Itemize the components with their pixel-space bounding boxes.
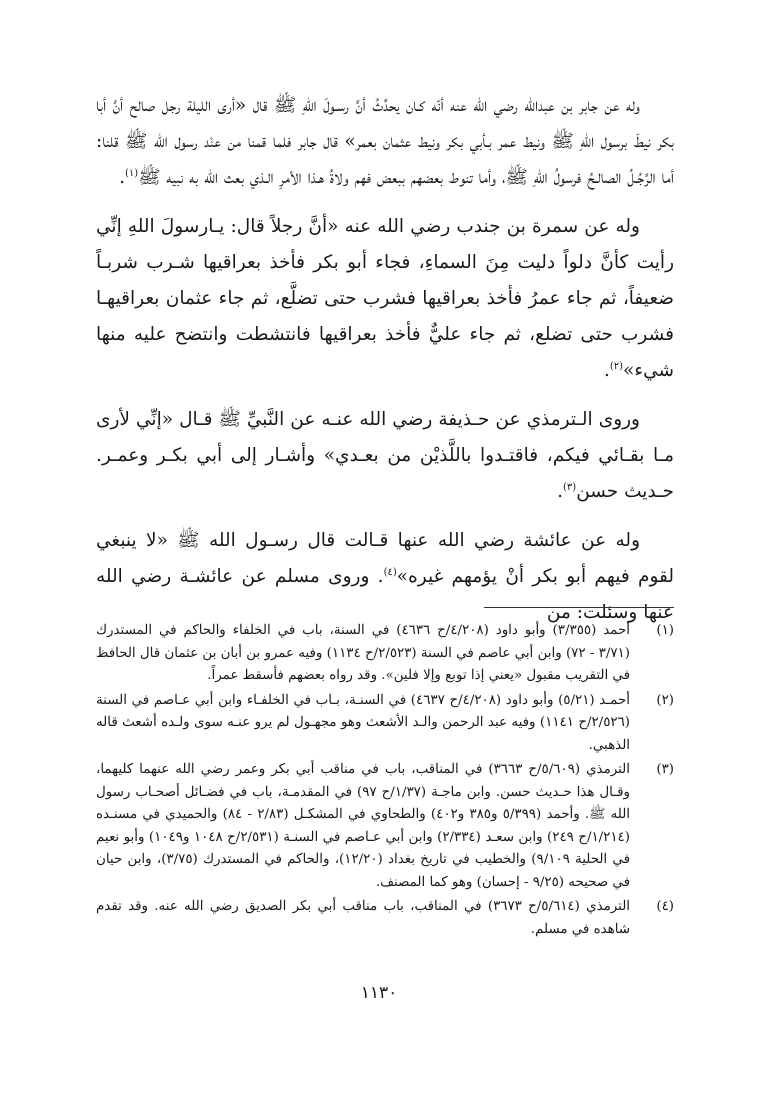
paragraph-1-text: وله عن جابر بن عبدالله رضي الله عنه أنّه كـان يحدِّثُ أنَّ رسـولَ اللهِ ﷺ قال «أرى الليلة رجل صالح أنَّ أبا بكر نيطَ برسول اللهِ ﷺ ونيط عمر بـأبي بكر ونيط عثمان بعمر» قال جابر فلما قمنا من عنْد رسول الله ﷺ قلنا: أما الرَّجُـلُ الصالـحُ فرسولُ اللهِ ﷺ، وأما تنوط بعضهم ببعض فهم ولاةُ هـذا الأمرِ الـذي بعث الله به نبيه ﷺ bbox=[96, 95, 674, 188]
main-text bbox=[96, 88, 674, 644]
footnote-text: أحمـد (٥/٢١) وأبو داود (٤/٢٠٨/ح ٤٦٣٧) في السنـة، بـاب في الخلفـاء وابن أبي عـاصم في السنة (٢/٥٢٦/ح ١١٤١) وفيه عبد الرحمن والـد الأشعث وهو مجهـول لم يرو عنـه سوى ولـده أشعث قاله الذهبي. bbox=[96, 692, 630, 753]
paragraph-4-tail: . وروى مسلم عن عائشـة رضي الله عنها وسئلت: من bbox=[96, 566, 674, 623]
paragraph-3 bbox=[96, 402, 674, 510]
paragraph-3-text: وروى الـترمذي عن حـذيفة رضي الله عنـه عن النَّبيِّ ﷺ قـال «إنِّي لأرى مـا بقـائي فيكم، فاقتـدوا باللَّذيْن من بعـدي» وأشـار إلى أبي بكـر وعمـر. حـديث حسن bbox=[96, 409, 674, 502]
footnote-number: (٣) bbox=[656, 762, 674, 777]
footnote-ref-2: (٢) bbox=[609, 360, 624, 372]
paragraph-2-tail: . bbox=[603, 360, 610, 381]
footnote-text: الترمذي (٥/٦٠٩/ح ٣٦٦٣) في المناقب، باب في مناقب أبي بكر وعمر رضي الله عنهما كليهما، وقـال هذا حـديث حسن. وابن ماجـة (١/٣٧/ح ٩٧) في المقدمـة، باب في فضـائل أصحـاب رسول الله ﷺ. وأحمد (٥/٣٩٩ و٣٨٥ و٤٠٢) والطحاوي في المشكـل (٢/٨٣ - ٨٤) والحميدي في مسنـده (١/٢١٤/ح ٢٤٩) وابن سعـد (٢/٣٣٤) وابن أبي عـاصم في السنـة (٢/٥٣١/ح ١٠٤٨ و١٠٤٩) وأبو نعيم في الحلية ٩/١٠٩) والخطيب في تاريخ بغداد (١٢/٢٠)، والحاكم في المستدرك (٣/٧٥)، وابن حيان في صحيحه (٩/٢٥ - إحسان) وهو كما المصنف. bbox=[96, 762, 630, 890]
footnote-3 bbox=[96, 759, 674, 894]
footnotes bbox=[96, 620, 674, 943]
footnote-number: (٢) bbox=[656, 692, 674, 708]
footnote-4 bbox=[96, 896, 674, 941]
paragraph-1 bbox=[96, 88, 674, 196]
paragraph-2 bbox=[96, 209, 674, 389]
footnote-text: الترمذي (٥/٦١٤/ح ٣٦٧٣) في المناقب، باب مناقب أبي بكر الصديق رضي الله عنه. وقد تقدم شاهده في مسلم. bbox=[96, 899, 630, 937]
footnote-ref-1: (١) bbox=[125, 167, 139, 179]
paragraph-1-tail: . bbox=[119, 167, 126, 188]
footnote-number: (٤) bbox=[656, 899, 674, 914]
paragraph-3-tail: . bbox=[557, 481, 564, 502]
paragraph-4-text: وله عن عائشة رضي الله عنها قـالت قال رسـول الله ﷺ «لا ينبغي لقوم فيهم أبو بكر أنْ يؤمهم غيره» bbox=[96, 530, 674, 587]
footnote-ref-4: (٤) bbox=[383, 566, 397, 578]
paragraph-4 bbox=[96, 523, 674, 631]
page-number: ١١٣٠ bbox=[360, 983, 398, 1003]
footnote-2 bbox=[96, 690, 674, 758]
footnote-text: أحمد (٣/٣٥٥) وأبو داود (٤/٢٠٨/ح ٤٦٣٦) في السنة، باب في الخلفاء والحاكم في المستدرك (٣/٧١ - ٧٢) وابن أبي عاصم في السنة (٢/٥٢٣/ح ١١٣٤) وفيه عمرو بن أبان بن عثمان قال الحافظ في التقريب مقبول «يعني إذا توبع وإلا فلين». وقد رواه بعضهم فأسقط عمراً. bbox=[96, 623, 631, 683]
footnote-1 bbox=[96, 620, 674, 688]
paragraph-2-text: وله عن سمرة بن جندب رضي الله عنه «أنَّ رجلاً قال: يـارسولَ اللهِ إنِّي رأيت كأنَّ دلواً دليت مِنَ السماءِ، فجاء أبو بكر فأخذ بعراقيها شـرب شربـاً ضعيفاً، ثم جاء عمرُ فأخذ بعراقيها فشرب حتى تضلَّع، ثم جاء عثمان بعراقيهـا فشرب حتى تضلع، ثم جاء عليٌّ فأخذ بعراقيها فانتشطت وانتضح عليه منها شيء» bbox=[96, 216, 674, 381]
footnote-separator bbox=[484, 607, 674, 608]
footnote-ref-3: (٣) bbox=[563, 481, 577, 493]
footnote-number: (١) bbox=[656, 623, 674, 638]
